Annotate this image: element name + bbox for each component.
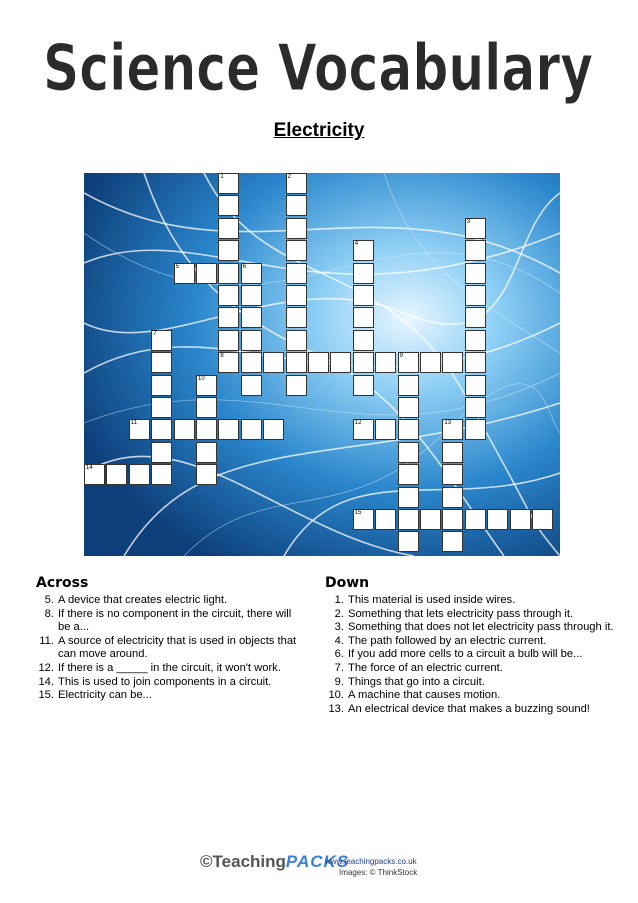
cell-number: 12: [354, 420, 362, 427]
crossword-cell[interactable]: [84, 464, 105, 485]
clue-number: 4.: [334, 634, 344, 647]
clue-text: A device that creates electric light.: [58, 594, 228, 606]
crossword-cell[interactable]: [218, 419, 239, 440]
clue-text: A source of electricity that is used in objects that can move around.: [58, 634, 297, 661]
clue-number: 10.: [328, 689, 344, 702]
crossword-cell[interactable]: [465, 509, 486, 530]
clue-text: The force of an electric current.: [348, 661, 503, 674]
image-credit: Images: © ThinkStock: [339, 868, 418, 877]
crossword-cell[interactable]: [286, 352, 307, 373]
crossword-cell[interactable]: [286, 375, 307, 396]
website-link[interactable]: www.teachingpacks.co.uk: [325, 857, 417, 866]
crossword-cell[interactable]: [353, 375, 374, 396]
crossword-cell[interactable]: [465, 352, 486, 373]
clue-number: 14.: [38, 675, 54, 688]
clue-text: The path followed by an electric current.: [348, 634, 547, 647]
crossword-cell[interactable]: [442, 487, 463, 508]
clue-item: [34, 608, 300, 635]
page-title-text: Science Vocabulary: [43, 32, 593, 104]
crossword-cell[interactable]: [375, 419, 396, 440]
crossword-cell[interactable]: [151, 442, 172, 463]
crossword-cell[interactable]: [241, 263, 262, 284]
clue-text: A machine that causes motion.: [348, 689, 501, 702]
crossword-cell[interactable]: [241, 352, 262, 373]
crossword-cell[interactable]: [286, 307, 307, 328]
crossword-cell[interactable]: [196, 263, 217, 284]
crossword-cell[interactable]: [465, 240, 486, 261]
crossword-cell[interactable]: [151, 419, 172, 440]
clue-number: 2.: [334, 607, 344, 620]
crossword-cell[interactable]: [398, 509, 419, 530]
crossword-cell[interactable]: [353, 240, 374, 261]
crossword-cell[interactable]: [218, 330, 239, 351]
crossword-cell[interactable]: [241, 419, 262, 440]
crossword-cell[interactable]: [241, 285, 262, 306]
clue-item: [324, 662, 614, 676]
crossword-cell[interactable]: [465, 218, 486, 239]
crossword-cell[interactable]: [420, 509, 441, 530]
crossword-cell[interactable]: [196, 419, 217, 440]
clue-text: Electricity can be...: [58, 689, 152, 702]
crossword-cell[interactable]: [218, 307, 239, 328]
crossword-cell[interactable]: [442, 419, 463, 440]
clue-number: 13.: [328, 702, 344, 715]
clue-text: If you add more cells to a circuit a bulb will be...: [348, 648, 583, 661]
crossword-cell[interactable]: [465, 375, 486, 396]
clue-item: [324, 648, 614, 662]
clue-item: [324, 676, 614, 690]
subtitle: Electricity: [273, 120, 365, 141]
crossword-cell[interactable]: [129, 464, 150, 485]
clue-item: [324, 594, 614, 608]
crossword-cell[interactable]: [442, 509, 463, 530]
crossword-cell[interactable]: [129, 419, 150, 440]
crossword-cell[interactable]: [196, 442, 217, 463]
crossword-cell[interactable]: [106, 464, 127, 485]
crossword-cell[interactable]: [442, 352, 463, 373]
crossword-cell[interactable]: [353, 419, 374, 440]
clue-item: [34, 689, 300, 703]
crossword-cell[interactable]: [151, 352, 172, 373]
clue-item: [324, 608, 614, 622]
clue-text: An electrical device that makes a buzzing sound!: [348, 702, 590, 715]
crossword-cell[interactable]: [353, 330, 374, 351]
cell-number: 5: [175, 263, 179, 270]
cell-number: 10: [198, 375, 205, 382]
clue-number: 15.: [38, 689, 54, 702]
cell-number: 8: [220, 353, 224, 360]
clue-number: 6.: [334, 648, 344, 661]
crossword-cell[interactable]: [442, 464, 463, 485]
crossword-cell[interactable]: [398, 531, 419, 552]
clue-number: 11.: [39, 634, 54, 647]
crossword-cell[interactable]: [286, 330, 307, 351]
crossword-cell[interactable]: [330, 352, 351, 373]
brand-text: Teaching: [212, 852, 286, 871]
crossword-cell[interactable]: [375, 509, 396, 530]
crossword-cell[interactable]: [263, 419, 284, 440]
crossword-cell[interactable]: [442, 531, 463, 552]
clue-number: 12.: [38, 661, 54, 674]
crossword-cell[interactable]: [286, 173, 307, 194]
clue-text: If there is no component in the circuit, there will be a...: [58, 607, 292, 634]
clue-item: [34, 594, 300, 608]
footer-links: [325, 856, 417, 878]
crossword-cell[interactable]: [353, 263, 374, 284]
clue-text: This is used to join components in a circuit.: [58, 675, 272, 688]
crossword-cell[interactable]: [286, 285, 307, 306]
clue-item: [34, 635, 300, 662]
copyright-symbol: ©: [200, 852, 213, 871]
cell-number: 9: [399, 353, 403, 360]
cell-number: 1: [220, 174, 224, 180]
crossword-cell[interactable]: [532, 509, 553, 530]
clue-item: [34, 676, 300, 690]
across-clues-list: [34, 594, 300, 703]
clue-text: Something that does not let electricity pass through it.: [348, 621, 614, 634]
crossword-cell[interactable]: [398, 419, 419, 440]
crossword-cell[interactable]: [241, 375, 262, 396]
clue-number: 9.: [334, 675, 344, 688]
clue-text: Things that go into a circuit.: [348, 675, 485, 688]
crossword-cell[interactable]: [465, 307, 486, 328]
crossword-cell[interactable]: [465, 263, 486, 284]
cell-number: 13: [444, 420, 452, 427]
cell-number: 15: [354, 510, 362, 516]
clue-number: 1.: [334, 594, 344, 606]
page-title: [38, 28, 598, 104]
crossword-cell[interactable]: [218, 240, 239, 261]
crossword-cell[interactable]: [151, 330, 172, 351]
crossword-cell[interactable]: [218, 285, 239, 306]
crossword-cell[interactable]: [398, 352, 419, 373]
down-clues-list: [324, 594, 614, 716]
crossword-cell[interactable]: [487, 509, 508, 530]
crossword-cell[interactable]: [196, 397, 217, 418]
cell-number: 6: [242, 263, 247, 270]
crossword-cell[interactable]: [353, 285, 374, 306]
cell-number: 3: [466, 218, 471, 225]
crossword-cell[interactable]: [286, 240, 307, 261]
crossword-cell[interactable]: [174, 419, 195, 440]
crossword-cell[interactable]: [286, 218, 307, 239]
crossword-cell[interactable]: [465, 330, 486, 351]
across-heading: Across: [36, 575, 89, 591]
clue-number: 3.: [334, 621, 344, 634]
crossword-cell[interactable]: [465, 419, 486, 440]
crossword-cell[interactable]: [420, 352, 441, 373]
clue-item: [324, 635, 614, 649]
cell-number: 7: [153, 330, 157, 337]
crossword-cell[interactable]: [398, 375, 419, 396]
crossword-cell[interactable]: [174, 263, 195, 284]
crossword-cell[interactable]: [308, 352, 329, 373]
crossword-cell[interactable]: [353, 307, 374, 328]
brand-accent-text: PACKS: [285, 852, 350, 871]
crossword-cell[interactable]: [442, 442, 463, 463]
crossword-cell[interactable]: [286, 263, 307, 284]
crossword-cell[interactable]: [218, 263, 239, 284]
crossword-cell[interactable]: [151, 397, 172, 418]
crossword-cell[interactable]: [241, 307, 262, 328]
crossword-cell[interactable]: [196, 464, 217, 485]
clue-number: 7.: [334, 661, 344, 674]
crossword-cell[interactable]: [398, 464, 419, 485]
crossword-cell[interactable]: [398, 397, 419, 418]
crossword-cell[interactable]: [510, 509, 531, 530]
crossword-cell[interactable]: [241, 330, 262, 351]
crossword-cell[interactable]: [398, 442, 419, 463]
crossword-cell[interactable]: [263, 352, 284, 373]
crossword-cell[interactable]: [218, 195, 239, 216]
clue-item: [34, 662, 300, 676]
clue-text: This material is used inside wires.: [348, 594, 516, 606]
crossword-cell[interactable]: [465, 397, 486, 418]
clue-text: Something that lets electricity pass through it.: [348, 607, 574, 620]
cell-number: 14: [86, 465, 93, 472]
cell-number: 4: [354, 241, 359, 248]
clue-number: 5.: [44, 594, 54, 606]
crossword-cell[interactable]: [151, 464, 172, 485]
crossword-cell[interactable]: [353, 352, 374, 373]
clue-item: [324, 689, 614, 703]
crossword-cell[interactable]: [465, 285, 486, 306]
clue-item: [324, 621, 614, 635]
clue-item: [324, 703, 614, 717]
down-heading: Down: [325, 575, 370, 591]
clue-text: If there is a _____ in the circuit, it won't work.: [58, 661, 281, 674]
crossword-cell[interactable]: [218, 352, 239, 373]
cell-number: 2: [287, 174, 291, 180]
crossword-cell[interactable]: [286, 195, 307, 216]
crossword-cell[interactable]: [218, 173, 239, 194]
crossword-cell[interactable]: [196, 375, 217, 396]
clue-number: 8.: [44, 607, 54, 620]
crossword-cell[interactable]: [151, 375, 172, 396]
crossword-cell[interactable]: [218, 218, 239, 239]
crossword-cell[interactable]: [398, 487, 419, 508]
crossword-cell[interactable]: [375, 352, 396, 373]
crossword-cell[interactable]: [353, 509, 374, 530]
cell-number: 11: [130, 420, 138, 427]
